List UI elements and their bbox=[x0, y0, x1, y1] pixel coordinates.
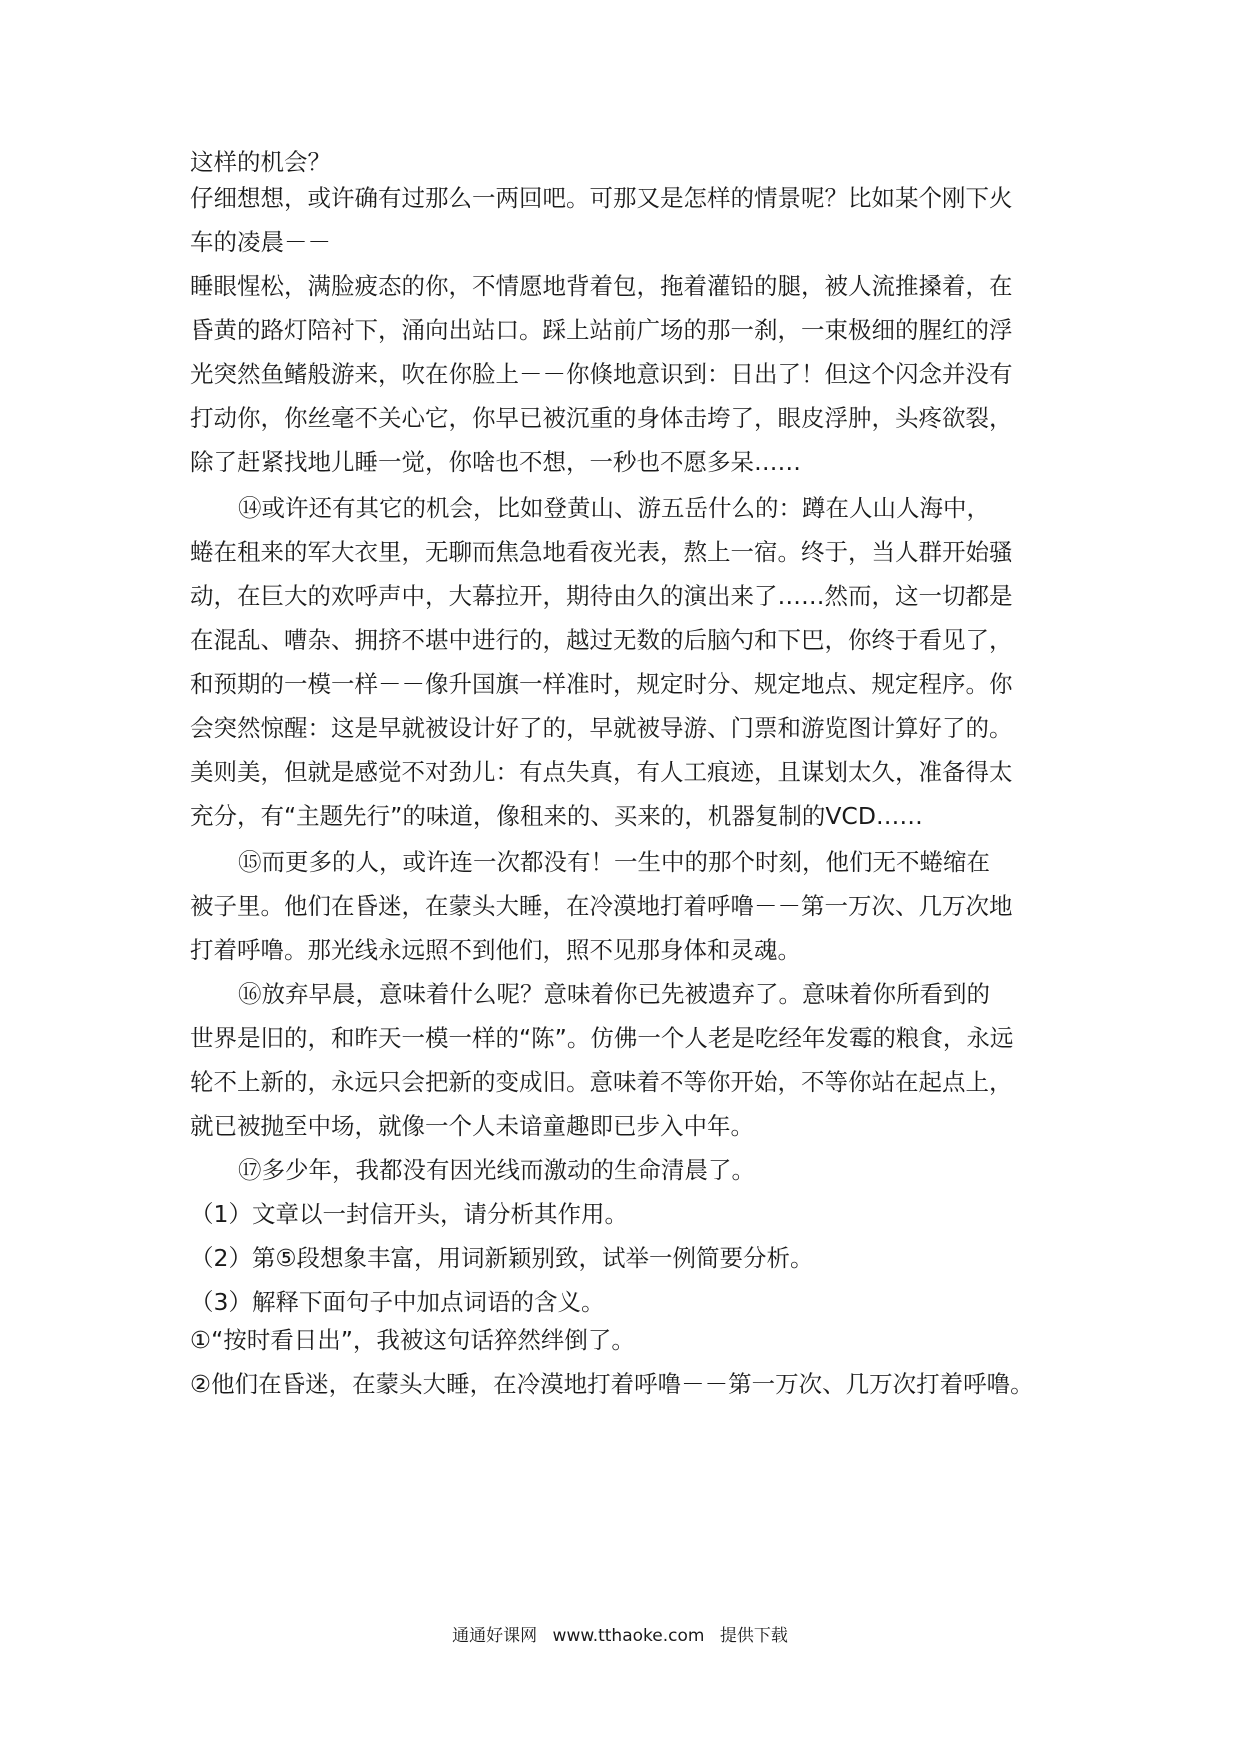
text-line: 世界是旧的，和昨天一模一样的“陈”。仿佛一个人老是吃经年发霉的粮食，永远 bbox=[190, 1024, 1014, 1052]
emphasized-char: 绊 bbox=[541, 1322, 565, 1358]
paragraph-16-start: ⑯放弃早晨，意味着什么呢？意味着你已先被遗弃了。意味着你所看到的 bbox=[238, 980, 990, 1008]
text-line: 睡眼惺松，满脸疲态的你，不情愿地背着包，拖着灌铅的腿，被人流推搡着，在 bbox=[190, 272, 1013, 300]
text-line: 除了赶紧找地儿睡一觉，你啥也不想，一秒也不愿多呆…… bbox=[190, 448, 801, 476]
sub-question-1-tail: 了。 bbox=[587, 1326, 635, 1354]
text-line: 光突然鱼鳍般游来，吹在你脸上－－你倏地意识到：日出了！但这个闪念并没有 bbox=[190, 360, 1013, 388]
text-line: 美则美，但就是感觉不对劲儿：有点失真，有人工痕迹，且谋划太久，准备得太 bbox=[190, 758, 1013, 786]
footer-url[interactable]: www.tthaoke.com bbox=[552, 1626, 705, 1646]
text-line: 在混乱、嘈杂、拥挤不堪中进行的，越过无数的后脑勺和下巴，你终于看见了， bbox=[190, 626, 1013, 654]
paragraph-15-start: ⑮而更多的人，或许连一次都没有！一生中的那个时刻，他们无不蜷缩在 bbox=[238, 848, 990, 876]
text-line: 这样的机会？ bbox=[190, 148, 331, 176]
sub-question-2 bbox=[190, 1366, 1060, 1402]
page-footer bbox=[0, 1624, 1240, 1648]
emphasized-char: 呼 bbox=[634, 1366, 658, 1402]
question-2: （2）第⑤段想象丰富，用词新颖别致，试举一例简要分析。 bbox=[190, 1244, 814, 1272]
sub-question-2-text: ②他们在昏迷，在蒙头大睡，在冷漠地打着 bbox=[190, 1370, 635, 1398]
text-line: 仔细想想，或许确有过那么一两回吧。可那又是怎样的情景呢？比如某个刚下火 bbox=[190, 184, 1013, 212]
text-line: 动，在巨大的欢呼声中，大幕拉开，期待由久的演出来了……然而，这一切都是 bbox=[190, 582, 1013, 610]
question-1: （1）文章以一封信开头，请分析其作用。 bbox=[190, 1200, 628, 1228]
footer-note: 提供下载 bbox=[719, 1626, 788, 1646]
text-line: 昏黄的路灯陪衬下，涌向出站口。踩上站前广场的那一刹，一束极细的腥红的浮 bbox=[190, 316, 1013, 344]
text-line: 被子里。他们在昏迷，在蒙头大睡，在冷漠地打着呼噜－－第一万次、几万次地 bbox=[190, 892, 1013, 920]
text-line: 充分，有“主题先行”的味道，像租来的、买来的，机器复制的VCD…… bbox=[190, 802, 923, 830]
text-line: 车的凌晨－－ bbox=[190, 228, 331, 256]
sub-question-2-tail: －－第一万次、几万次打着呼噜。 bbox=[681, 1370, 1034, 1398]
text-line: 和预期的一模一样－－像升国旗一样准时，规定时分、规定地点、规定程序。你 bbox=[190, 670, 1013, 698]
text-line: 蜷在租来的军大衣里，无聊而焦急地看夜光表，熬上一宿。终于，当人群开始骚 bbox=[190, 538, 1013, 566]
sub-question-1-text: ①“按时看日出”，我被这句话猝然 bbox=[190, 1326, 541, 1354]
footer-site-name: 通通好课网 bbox=[452, 1626, 538, 1646]
text-line: 轮不上新的，永远只会把新的变成旧。意味着不等你开始，不等你站在起点上， bbox=[190, 1068, 1013, 1096]
paragraph-14-start: ⑭或许还有其它的机会，比如登黄山、游五岳什么的：蹲在人山人海中， bbox=[238, 494, 990, 522]
text-line: 就已被抛至中场，就像一个人未谙童趣即已步入中年。 bbox=[190, 1112, 754, 1140]
sub-question-1 bbox=[190, 1322, 1060, 1358]
emphasized-char: 倒 bbox=[564, 1322, 588, 1358]
emphasized-char: 噜 bbox=[658, 1366, 682, 1402]
text-line: 会突然惊醒：这是早就被设计好了的，早就被导游、门票和游览图计算好了的。 bbox=[190, 714, 1013, 742]
question-3: （3）解释下面句子中加点词语的含义。 bbox=[190, 1288, 605, 1316]
text-line: 打动你，你丝毫不关心它，你早已被沉重的身体击垮了，眼皮浮肿，头疼欲裂， bbox=[190, 404, 1013, 432]
text-line: 打着呼噜。那光线永远照不到他们，照不见那身体和灵魂。 bbox=[190, 936, 801, 964]
paragraph-17: ⑰多少年，我都没有因光线而激动的生命清晨了。 bbox=[238, 1156, 755, 1184]
